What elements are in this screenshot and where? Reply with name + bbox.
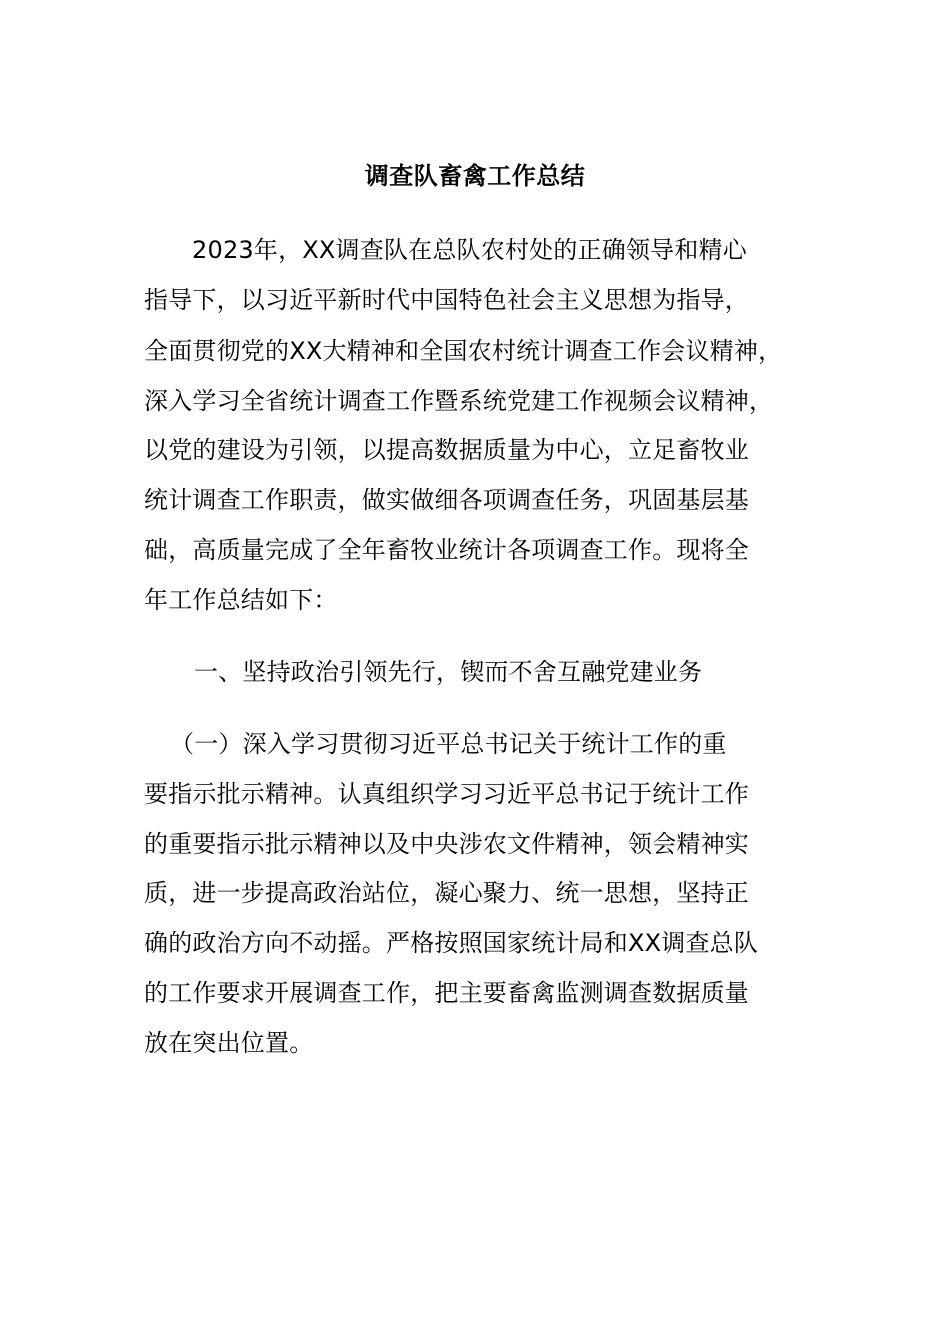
paragraph-1-line-4: 深入学习全省统计调查工作暨系统党建工作视频会议精神， bbox=[144, 387, 774, 415]
paragraph-1-line-2: 指导下，以习近平新时代中国特色社会主义思想为指导， bbox=[144, 286, 749, 314]
paragraph-1-line-8: 年工作总结如下： bbox=[144, 586, 338, 614]
paragraph-2-line-1: （一）深入学习贯彻习近平总书记关于统计工作的重 bbox=[170, 730, 727, 758]
paragraph-2-line-5: 确的政治方向不动摇。严格按照国家统计局和XX调查总队 bbox=[144, 929, 759, 957]
paragraph-2-line-2: 要指示批示精神。认真组织学习习近平总书记于统计工作 bbox=[144, 780, 749, 808]
paragraph-1-line-6: 统计调查工作职责，做实做细各项调查任务，巩固基层基 bbox=[144, 486, 749, 514]
paragraph-2-line-6: 的工作要求开展调查工作，把主要畜禽监测调查数据质量 bbox=[144, 979, 749, 1007]
paragraph-1-line-7: 础，高质量完成了全年畜牧业统计各项调查工作。现将全 bbox=[144, 536, 749, 564]
paragraph-1-line-1: 2023年，XX调查队在总队农村处的正确领导和精心 bbox=[192, 236, 747, 264]
paragraph-2-line-4: 质，进一步提高政治站位，凝心聚力、统一思想，坚持正 bbox=[144, 879, 749, 907]
paragraph-2-line-3: 的重要指示批示精神以及中央涉农文件精神，领会精神实 bbox=[144, 830, 749, 858]
paragraph-1-line-3: 全面贯彻党的XX大精神和全国农村统计调查工作会议精神， bbox=[144, 337, 783, 365]
paragraph-1-line-5: 以党的建设为引领，以提高数据质量为中心，立足畜牧业 bbox=[144, 436, 749, 464]
document-title: 调查队畜禽工作总结 bbox=[364, 162, 586, 190]
paragraph-2-line-7: 放在突出位置。 bbox=[144, 1029, 314, 1057]
section-heading-1: 一、坚持政治引领先行，锲而不舍互融党建业务 bbox=[194, 658, 703, 686]
